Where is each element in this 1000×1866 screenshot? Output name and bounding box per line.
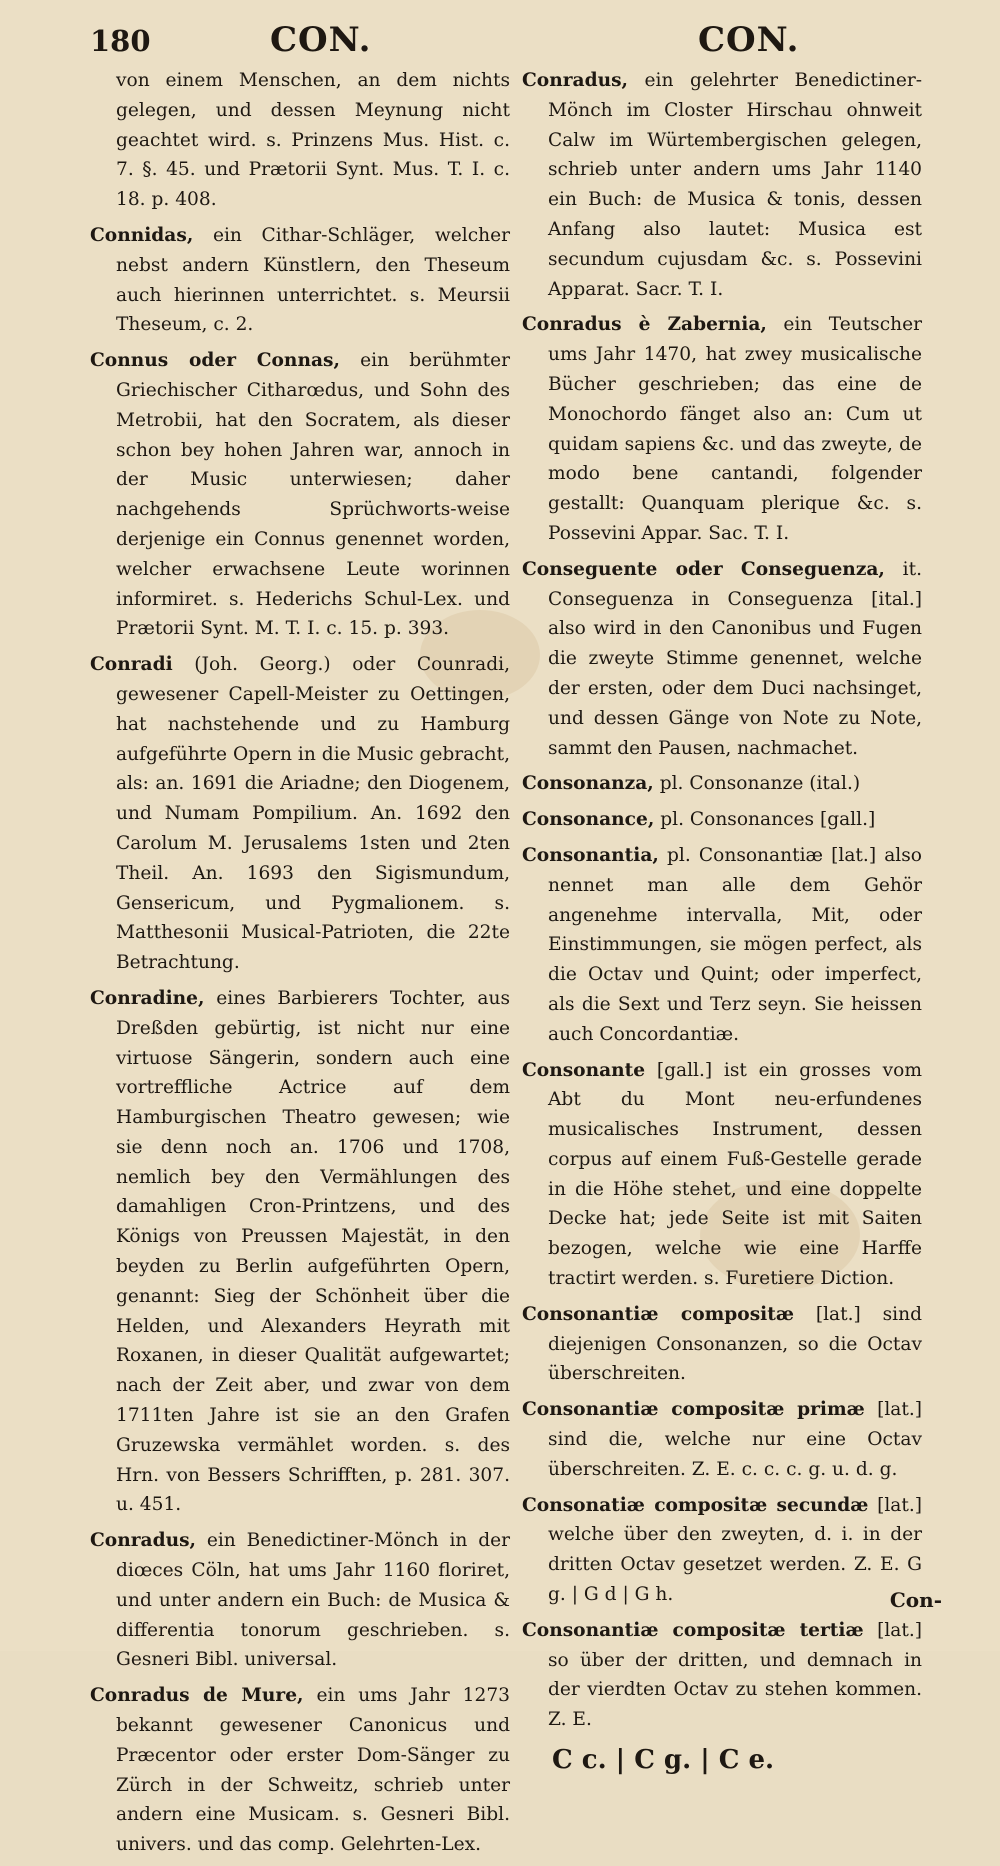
entry-text: [lat.] so über der dritten, und demnach in der vierdten Octav zu stehen kommen. Z. E. <box>548 1619 922 1731</box>
entry-text: [lat.] welche über den zweyten, d. i. in der dritten Octav gesetzet werden. Z. E. G g. | G d | G h. <box>548 1494 922 1606</box>
entry-term: Conradi <box>90 654 173 676</box>
left-running-headword: CON. <box>270 20 372 60</box>
dictionary-entry <box>522 841 922 1050</box>
dictionary-entry <box>522 1491 922 1610</box>
dictionary-entry <box>522 555 922 764</box>
entry-text: ein Benedictiner-Mönch in der diœces Cöln, hat ums Jahr 1160 floriret, und unter andern ein Buch: de Musica & differentia tonorum geschrieben. s. Gesneri Bibl. universal. <box>116 1530 510 1671</box>
entry-text: eines Barbierers Tochter, aus Dreßden gebürtig, ist nicht nur eine virtuose Sängerin, sondern auch eine vortreffliche Actrice auf dem Hamburgischen Theatro gewesen; wie sie denn noch an. 1706 und 1708, nemlich bey den Vermählungen des damahligen Cron-Printzens, und des Königs von Preussen Majestät, in den beyden zu Berlin aufgeführten Opern, genannt: Sieg der Schönheit über die Helden, und Alexanders Heyrath mit Roxanen, in dieser Qualität aufgewartet; nach der Zeit aber, und zwar von dem 1711ten Jahre ist sie an den Grafen Gruzewska vermählet worden. s. des Hrn. von Bessers Schrifften, p. 281. 307. u. 451. <box>116 987 511 1516</box>
entry-term: Consonante <box>522 1059 646 1081</box>
entry-term: Conseguente oder Conseguenza, <box>522 558 885 580</box>
dictionary-entry <box>522 1395 922 1484</box>
entry-term: Connidas, <box>90 224 194 246</box>
entry-text: ein gelehrter Benedictiner-Mönch im Closter Hirschau ohnweit Calw im Würtembergischen gelegen, schrieb unter andern ums Jahr 1140 ein Buch: de Musica & tonis, dessen Anfang also lautet: Musica est secundum cujusdam &c. s. Possevini Apparat. Sacr. T. I. <box>548 70 922 300</box>
right-running-headword: CON. <box>698 20 800 60</box>
entry-term: Consonantiæ compositæ <box>522 1303 794 1325</box>
entry-term: Conradus, <box>90 1530 197 1552</box>
dictionary-entry <box>522 1616 922 1735</box>
entry-text: it. Conseguenza in Conseguenza [ital.] also wird in den Canonibus und Fugen die zweyte Stimme genennet, welche der ersten, oder dem Duci nachsinget, und dessen Gänge von Note zu Note, sammt den Pausen, nachmachet. <box>548 558 922 759</box>
entry-term: Conradine, <box>90 987 205 1009</box>
entry-text: [gall.] ist ein grosses vom Abt du Mont neu-erfundenes musicalisches Instrument, dessen corpus auf einem Fuß-Gestelle gerade in die Höhe stehet, und eine doppelte Decke hat; jede Seite ist mit Saiten bezogen, welche wie eine Harffe tractirt werden. s. Furetiere Diction. <box>548 1059 922 1290</box>
entry-text: (Joh. Georg.) oder Counradi, gewesener Capell-Meister zu Oettingen, hat nachstehende und zu Hamburg aufgeführte Opern in die Music gebracht, als: an. 1691 die Ariadne; den Diogenem, und Numam Pompilium. An. 1692 den Carolum M. Jerusalems 1sten und 2ten Theil. An. 1693 den Sigismundum, Gensericum, und Pygmalionem. s. Matthesonii Musical-Patrioten, die 22te Betrachtung. <box>116 654 510 974</box>
page-header <box>0 18 1000 68</box>
entry-text: ein Teutscher ums Jahr 1470, hat zwey musicalische Bücher geschrieben; das eine de Monochordo fänget also an: Cum ut quidam sapiens &c. und das zweyte, de modo bene cantandi, folgender gestallt: Quanquam plerique &c. s. Possevini Appar. Sac. T. I. <box>548 314 922 544</box>
catchword: Con- <box>889 1588 942 1612</box>
entry-term: Consonance, <box>522 809 655 831</box>
entry-term: Consonanza, <box>522 773 654 795</box>
dictionary-entry <box>90 1681 510 1860</box>
dictionary-entry <box>522 1300 922 1389</box>
interval-expression: C c. | C g. | C e. <box>552 1745 775 1776</box>
page-number: 180 <box>90 24 151 58</box>
dictionary-entry <box>90 984 510 1520</box>
entry-term: Consonantia, <box>522 844 659 866</box>
entry-term: Conradus, <box>522 70 629 91</box>
entry-text: pl. Consonanze (ital.) <box>659 773 861 795</box>
entry-term: Consonantiæ compositæ tertiæ <box>522 1619 864 1641</box>
entry-term: Conradus è Zabernia, <box>522 314 767 336</box>
entry-term: Connus oder Connas, <box>90 350 340 372</box>
entry-term: Consonatiæ compositæ secundæ <box>522 1494 869 1516</box>
entry-term: Conradus de Mure, <box>90 1685 304 1707</box>
entry-text: ein Cithar-Schläger, welcher nebst andern Künstlern, den Theseum auch hierinnen unterrichtet. s. Meursii Theseum, c. 2. <box>116 224 510 336</box>
dictionary-entry <box>522 310 922 548</box>
dictionary-entry <box>90 221 510 340</box>
entry-text: pl. Consonantiæ [lat.] also nennet man alle dem Gehör angenehme intervalla, Mit, oder Einstimmungen, sie mögen perfect, als die Octav und Quint; oder imperfect, als die Sext und Terz seyn. Sie heissen auch Concordantiæ. <box>548 844 922 1045</box>
right-column <box>522 66 922 1787</box>
dictionary-entry <box>522 805 922 835</box>
dictionary-entry <box>90 346 510 644</box>
entry-text: von einem Menschen, an dem nichts gelegen, und dessen Meynung nicht geachtet wird. s. Prinzens Mus. Hist. c. 7. §. 45. und Prætorii Synt. Mus. T. I. c. 18. p. 408. <box>116 70 510 211</box>
left-column <box>90 66 510 1866</box>
entry-text: [lat.] sind die, welche nur eine Octav überschreiten. Z. E. c. c. c. g. u. d. g. <box>548 1399 922 1480</box>
entry-text: pl. Consonances [gall.] <box>660 809 876 831</box>
dictionary-entry <box>90 1526 510 1675</box>
entry-text: [lat.] sind diejenigen Consonanzen, so die Octav überschreiten. <box>548 1303 922 1385</box>
entry-term: Consonantiæ compositæ primæ <box>522 1399 865 1421</box>
dictionary-entry <box>522 1056 922 1294</box>
entry-text: ein berühmter Griechischer Citharœdus, und Sohn des Metrobii, hat den Socratem, als dieser schon bey hohen Jahren war, annoch in der Music unterwiesen; daher nachgehends Sprüchworts-weise derjenige ein Connus genennet worden, welcher erwachsene Leute worinnen informiret. s. Hederichs Schul-Lex. und Prætorii Synt. M. T. I. c. 15. p. 393. <box>116 350 510 640</box>
entry-text: ein ums Jahr 1273 bekannt gewesener Canonicus und Præcentor oder erster Dom-Sänger zu Zürch in der Schweitz, schrieb unter andern eine Musicam. s. Gesneri Bibl. univers. und das comp. Gelehrten-Lex. <box>116 1685 511 1856</box>
dictionary-entry <box>90 650 510 978</box>
dictionary-entry <box>522 66 922 304</box>
entry-continuation <box>90 66 510 215</box>
dictionary-entry <box>522 769 922 799</box>
